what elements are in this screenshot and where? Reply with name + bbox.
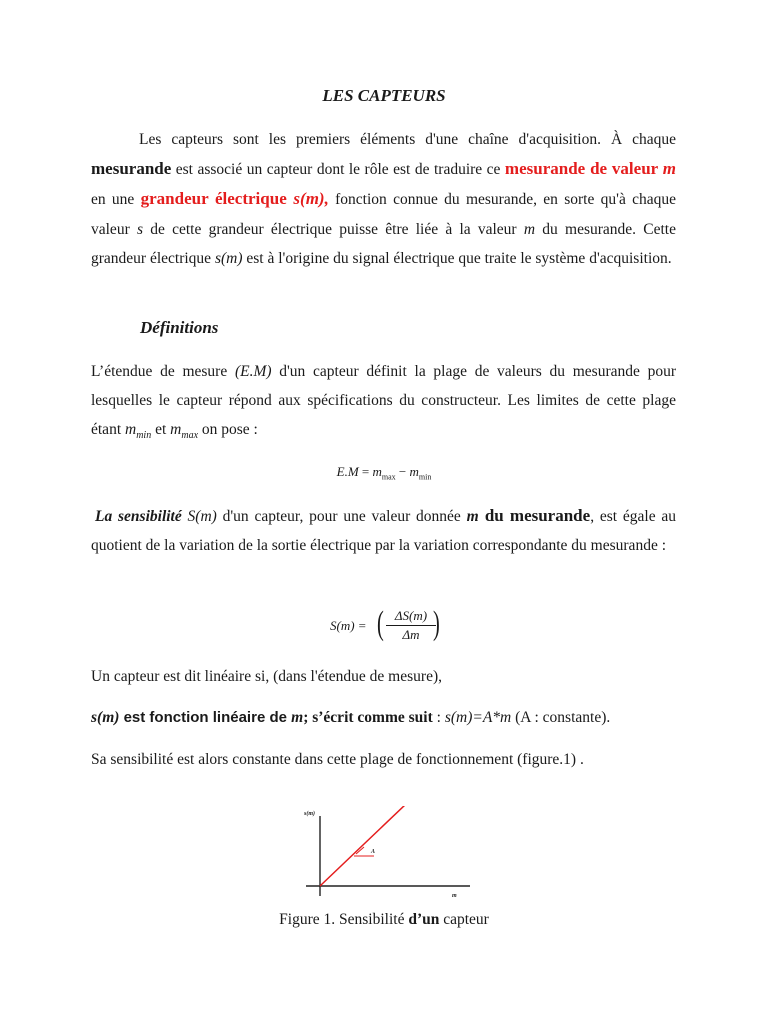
var-sm: s(m)	[214, 249, 243, 267]
formula-var: m	[372, 464, 382, 479]
caption-text: Figure 1. Sensibilité	[279, 911, 409, 928]
lineaire-bold-text: est fonction linéaire de	[119, 709, 292, 726]
term-mesurande: mesurande	[91, 159, 172, 179]
formula-etendue	[0, 464, 768, 482]
intro-text: de cette grandeur électrique puisse être liée à la valeur	[143, 220, 524, 238]
term-sensibilite: La sensibilité	[95, 508, 182, 525]
var-m: m	[523, 220, 536, 238]
formula-minus: −	[395, 464, 410, 479]
fraction-numerator: ΔS(m)	[386, 608, 436, 626]
x-axis-label: m	[452, 893, 457, 899]
slope-label: A	[371, 849, 376, 855]
term-mesurande-valeur: mesurande de valeur	[504, 159, 663, 179]
sensitivity-graph	[298, 806, 478, 906]
formula-lhs: E.M	[336, 464, 359, 479]
intro-text: Les capteurs sont les premiers éléments d'une chaîne d'acquisition. À chaque	[139, 131, 676, 148]
var-m: m	[291, 709, 304, 726]
lineaire-line-1: Un capteur est dit linéaire si, (dans l'étendue de mesure),	[91, 668, 442, 685]
lineaire-text: (A : constante).	[511, 709, 611, 726]
lineaire-line-2	[91, 709, 610, 727]
var-s: s	[136, 220, 144, 238]
figure-caption	[0, 911, 768, 929]
formula-sub: max	[381, 472, 396, 482]
term-sm: s(m),	[293, 189, 329, 209]
sensibilite-text: d'un capteur, pour une valeur donnée	[216, 508, 467, 525]
sensibilite-paragraph	[91, 501, 676, 560]
etendue-text: on pose :	[198, 421, 258, 439]
lineaire-bold-text: ;	[303, 709, 309, 726]
y-axis-label: s(m)	[304, 811, 315, 817]
equation-linear: s(m)=A*m	[444, 709, 512, 726]
var-em: (E.M)	[234, 363, 272, 380]
formula-sensibilite	[330, 606, 450, 646]
var-m: m	[170, 421, 182, 439]
intro-paragraph	[91, 125, 676, 273]
fraction	[386, 608, 436, 643]
intro-text: est à l'origine du signal électrique que traite le système d'acquisition.	[242, 249, 672, 267]
term-m: m	[662, 159, 676, 179]
sensibilite-text: , est égale au quotient de la variation de la sortie électrique par la variation correspondante du mesurande :	[91, 508, 676, 555]
etendue-text: et	[151, 421, 171, 439]
term-du-mesurande: du mesurande	[478, 506, 591, 525]
formula-sub: min	[418, 472, 432, 482]
paren-right-icon: )	[433, 605, 440, 642]
lineaire-text: :	[432, 709, 445, 726]
formula-var: m	[409, 464, 419, 479]
intro-text: du mesurande. Cette grandeur électrique	[91, 220, 676, 267]
subscript-min: min	[136, 430, 152, 442]
etendue-text: L’étendue de mesure	[91, 363, 235, 380]
paren-left-icon: (	[377, 605, 384, 642]
subscript-max: max	[181, 430, 199, 442]
intro-text: en une	[91, 191, 141, 209]
var-Sm: S(m)	[181, 508, 217, 525]
linear-response-line	[320, 806, 406, 886]
var-m: m	[125, 421, 137, 439]
page-title: LES CAPTEURS	[322, 86, 446, 105]
var-m: m	[466, 508, 479, 525]
intro-text: est associé un capteur dont le rôle est de traduire ce	[171, 161, 505, 179]
lineaire-bold-text: s’écrit comme suit	[308, 709, 433, 726]
term-grandeur-electrique: grandeur électrique	[140, 189, 294, 209]
etendue-text: d'un capteur définit la plage de valeurs du mesurande pour lesquelles le capteur répond aux spécifications du constructeur. Les limites de cette plage étant	[91, 363, 676, 439]
etendue-paragraph	[91, 357, 676, 451]
figure-1	[298, 806, 478, 906]
intro-text: fonction connue du mesurande, en sorte qu'à chaque valeur	[91, 191, 677, 238]
lineaire-line-3: Sa sensibilité est alors constante dans cette plage de fonctionnement (figure.1) .	[91, 751, 584, 768]
formula-eq: =	[358, 464, 373, 479]
var-sm: s(m)	[91, 709, 120, 726]
formula-lhs: S(m) =	[330, 618, 367, 633]
caption-text: capteur	[439, 911, 489, 928]
definitions-heading: Définitions	[140, 318, 219, 337]
caption-bold: d’un	[408, 911, 440, 928]
fraction-denominator: Δm	[402, 627, 420, 642]
